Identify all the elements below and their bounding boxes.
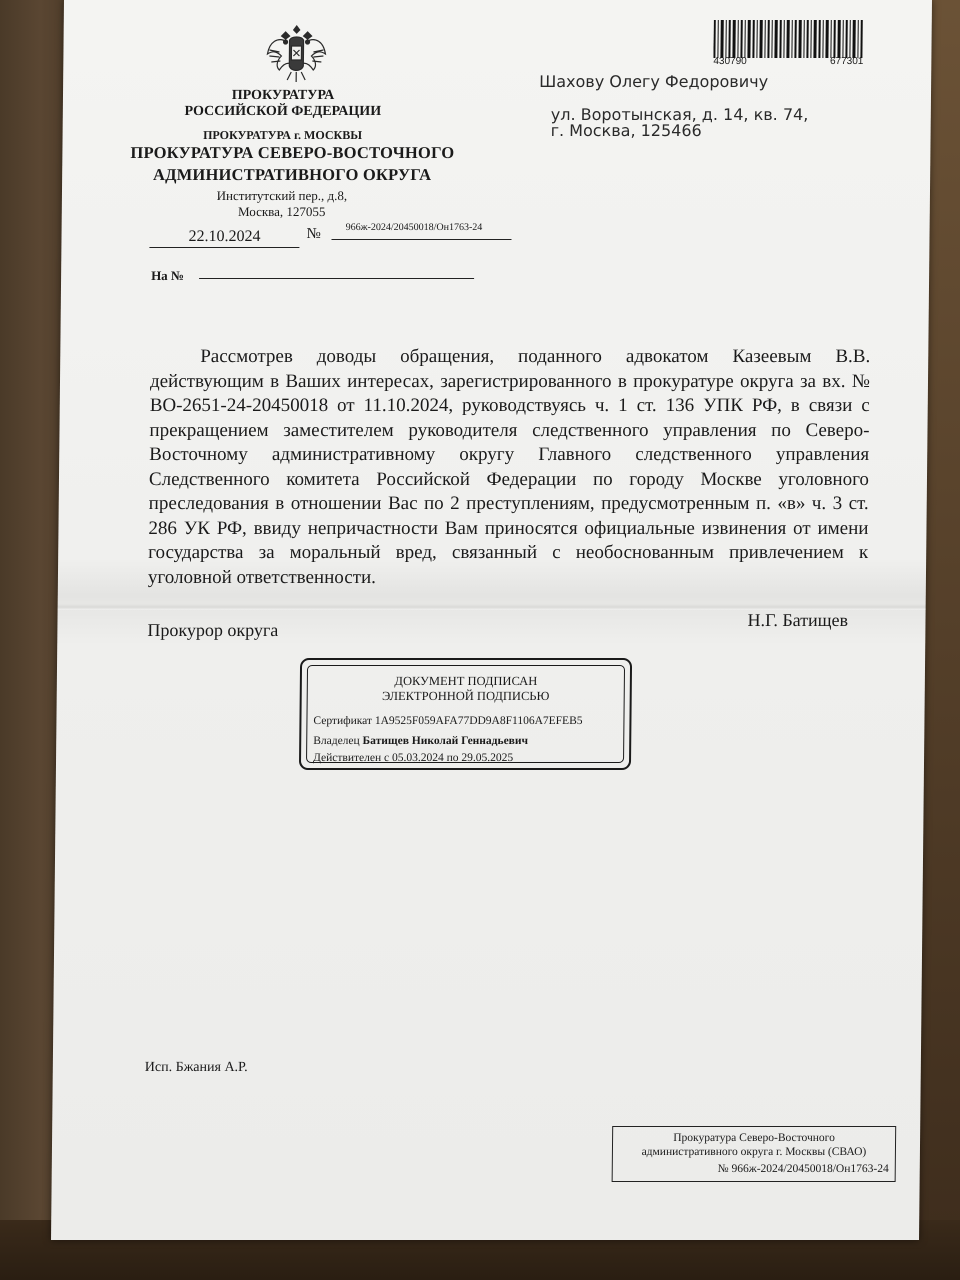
certificate-value: 1A9525F059AFA77DD9A8F1106A7EFEB5 [374, 715, 583, 727]
owner-label: Владелец [313, 735, 360, 747]
stamp-title-1: ДОКУМЕНТ ПОДПИСАН [394, 674, 538, 688]
header-address-street: Институтский пер., д.8, [216, 188, 348, 203]
barcode-left-digits: 430790 [713, 56, 747, 67]
valid-label: Действителен [312, 752, 382, 764]
header-address-city: Москва, 127055 [238, 204, 326, 219]
recipient-name: Шахову Олегу Федоровичу [539, 72, 769, 91]
registration-stamp [612, 1126, 897, 1182]
recipient-street: ул. Воротынская, д. 14, кв. 74, [550, 105, 809, 124]
document-sheet [51, 0, 932, 1240]
stamp-title-2: ЭЛЕКТРОННОЙ ПОДПИСЬЮ [381, 689, 550, 703]
stamp-validity [313, 752, 513, 764]
number-sign: № [306, 226, 321, 242]
valid-from: 05.03.2024 [391, 752, 444, 764]
electronic-signature-stamp [299, 658, 632, 770]
letter-body: Рассмотрев доводы обращения, поданного адвокатом Казеевым В.В. действующим в Ваших интересах, зарегистрированного в прокуратуре округа за вх. № ВО-2651-24-20450018 от 11.10.2024, руководствуясь ч. 1 ст. 136 УПК РФ, в связи с прекращением заместителем руководителя следственного управления по Северо-Восточному административному округу Главного следственного управления Следственного комитета Российской Федерации по городу Москве уголовного преследования в отношении Вас по 2 преступлениям, предусмотренным п. «в» ч. 3 ст. 286 УК РФ, ввиду непричастности Вам приносятся официальные извинения от имени государства за моральный вред, связанный с необоснованным привлечением к уголовной ответственности. [147, 346, 871, 588]
valid-to: 29.05.2025 [461, 752, 514, 764]
valid-from-label: с [383, 752, 390, 764]
header-ne-district-2: АДМИНИСТРАТИВНОГО ОКРУГА [152, 165, 432, 184]
header-moscow-prosecutor: ПРОКУРАТУРА г. МОСКВЫ [203, 128, 363, 142]
barcode-icon [713, 20, 863, 58]
registration-line-2: административного округа г. Москвы (СВАО) [641, 1146, 867, 1158]
registration-line-1: Прокуратура Северо-Восточного [673, 1132, 835, 1144]
header-russian-federation: РОССИЙСКОЙ ФЕДЕРАЦИИ [184, 104, 382, 119]
certificate-label: Сертификат [313, 715, 373, 727]
barcode-right-digits: 677301 [829, 56, 864, 67]
signatory-title: Прокурор округа [147, 620, 279, 640]
document-date: 22.10.2024 [149, 228, 299, 248]
in-reply-label: На № [151, 268, 185, 283]
stamp-certificate [313, 715, 582, 727]
header-ne-district-1: ПРОКУРАТУРА СЕВЕРО-ВОСТОЧНОГО [130, 143, 455, 162]
in-reply-line [199, 278, 474, 279]
signatory-name: Н.Г. Батищев [747, 610, 849, 630]
executor-name: Исп. Бжания А.Р. [144, 1060, 248, 1075]
stamp-owner [313, 735, 528, 747]
reference-number: 966ж-2024/20450018/Он1763-24 [331, 222, 511, 240]
recipient-city: г. Москва, 125466 [550, 121, 702, 140]
barcode-digits [713, 56, 863, 67]
owner-value: Батищев Николай Геннадьевич [362, 735, 529, 747]
registration-number: № 966ж-2024/20450018/Он1763-24 [717, 1163, 889, 1175]
valid-to-label: по [446, 752, 459, 764]
header-prosecutor: ПРОКУРАТУРА [231, 88, 335, 103]
coat-of-arms-icon [263, 20, 330, 86]
